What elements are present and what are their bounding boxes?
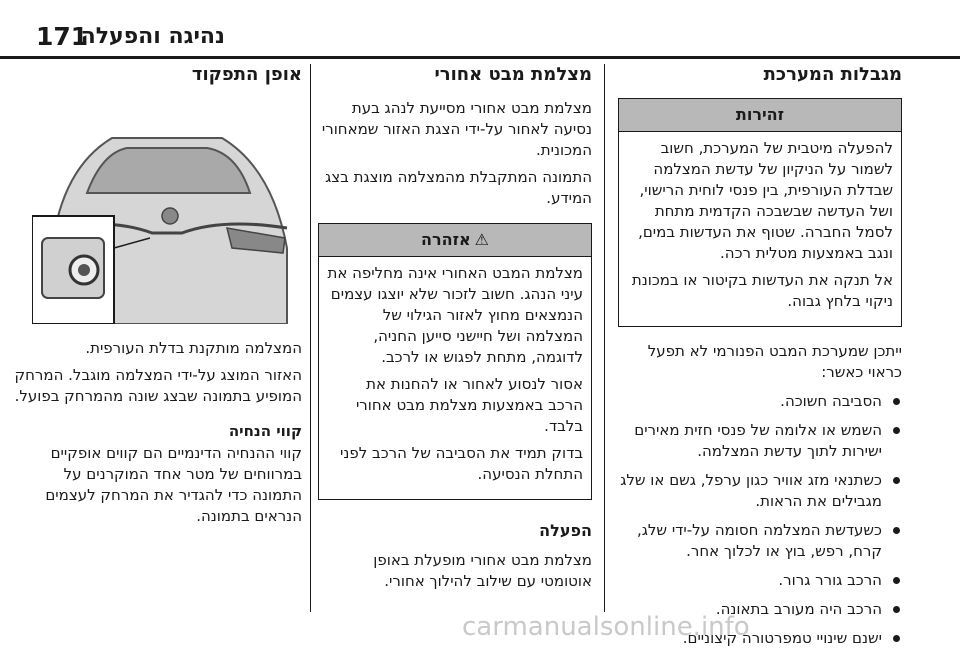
caution-text-1: להפעלה מיטבית של המערכת, חשוב לשמור על הניקיון של עדשת המצלמה שבדלת העורפית, בין פנסי לוחית הרישוי, ושל העדשה שבשבכה הקדמית מתחת לסמל החברה. שטוף את העדשות במים, ונגב באמצעות מטלית רכה.	[638, 139, 893, 262]
watermark-text: carmanualsonline.info	[462, 612, 750, 642]
warning-text-1: מצלמת המבט האחורי אינה מחליפה את עיני הנהג. חשוב לזכור שלא יוצגו עצמים הנמצאים מחוץ לאזור הגילוי של המצלמה ושל חיישני סייען החניה, לדוגמה, מתחת לפגוש או לרכב.	[327, 264, 583, 366]
list-item: כשתנאי מזג אוויר כגון ערפל, גשם או שלג מגבילים את הראות.	[618, 470, 902, 512]
list-item: כשעדשת המצלמה חסומה על-ידי שלג, קרח, רפש, בוץ או לכלוך אחר.	[618, 520, 902, 562]
guidelines-heading: קווי הנחיה	[228, 422, 302, 440]
camera-location-caption: המצלמה מותקנת בדלת העורפית.	[85, 339, 302, 357]
header-rule	[0, 56, 960, 59]
display-limit-text: האזור המוצג על-ידי המצלמה מוגבל. המרחק המופיע בתמונה שבצג שונה מהמרחק בפועל.	[14, 366, 302, 405]
guidelines-text: קווי ההנחיה הדינמיים הם קווים אופקיים במרווחים של מטר אחד המוקרנים על התמונה כדי להגדיר את המרחק לעצמים הנראים בתמונה.	[45, 444, 302, 525]
limits-list	[618, 391, 902, 649]
caution-header: זהירות	[619, 99, 901, 132]
list-item: הסביבה חשוכה.	[618, 391, 902, 412]
warning-triangle-icon: ⚠	[474, 230, 489, 249]
list-item: השמש או אלומה של פנסי חזית מאירים ישירות לתוך עדשת המצלמה.	[618, 420, 902, 462]
column-rear-camera	[318, 64, 592, 598]
rear-camera-photo	[32, 98, 302, 324]
list-item: הרכב היה מעורב בתאונה.	[618, 599, 902, 620]
rear-camera-intro-1: מצלמת מבט אחורי מסייעת לנהג בעת נסיעה לאחור על-ידי הצגת האזור שמאחורי המכונית.	[321, 99, 592, 159]
activation-heading: הפעלה	[539, 521, 592, 540]
caution-text-2: אל תנקה את העדשות בקיטור או במכונת ניקוי בלחץ גבוה.	[631, 271, 893, 310]
rear-camera-intro-2: התמונה המתקבלת מהמצלמה מוצגת בצג המידע.	[325, 168, 592, 207]
limits-intro: ייתכן שמערכת המבט הפנורמי לא תפעל כראוי כאשר:	[647, 342, 902, 381]
list-item: ישנם שינויי טמפרטורה קיצוניים.	[618, 628, 902, 649]
warning-label: אזהרה	[420, 230, 471, 249]
column-operation	[12, 64, 302, 533]
warning-header	[319, 224, 591, 257]
warning-text-3: בדוק תמיד את הסביבה של הרכב לפני התחלת הנסיעה.	[340, 444, 583, 483]
caution-box	[618, 98, 902, 327]
warning-box	[318, 223, 592, 500]
rear-camera-heading: מצלמת מבט אחורי	[434, 64, 592, 85]
activation-text: מצלמת מבט אחורי מופעלת באופן אוטומטי עם שילוב להילוך אחורי.	[373, 551, 592, 590]
column-system-limits	[618, 64, 902, 657]
system-limits-heading: מגבלות המערכת	[763, 64, 902, 85]
page-number: 171	[36, 22, 89, 51]
operation-heading: אופן התפקוד	[191, 64, 302, 85]
list-item: הרכב גורר גרור.	[618, 570, 902, 591]
chapter-title: נהיגה והפעלה	[80, 24, 225, 49]
column-divider-right	[604, 64, 605, 612]
warning-text-2: אסור לנסוע לאחור או להחנות את הרכב באמצעות מצלמת מבט אחורי בלבד.	[355, 375, 583, 435]
column-divider-left	[310, 64, 311, 612]
page-header	[0, 0, 960, 56]
